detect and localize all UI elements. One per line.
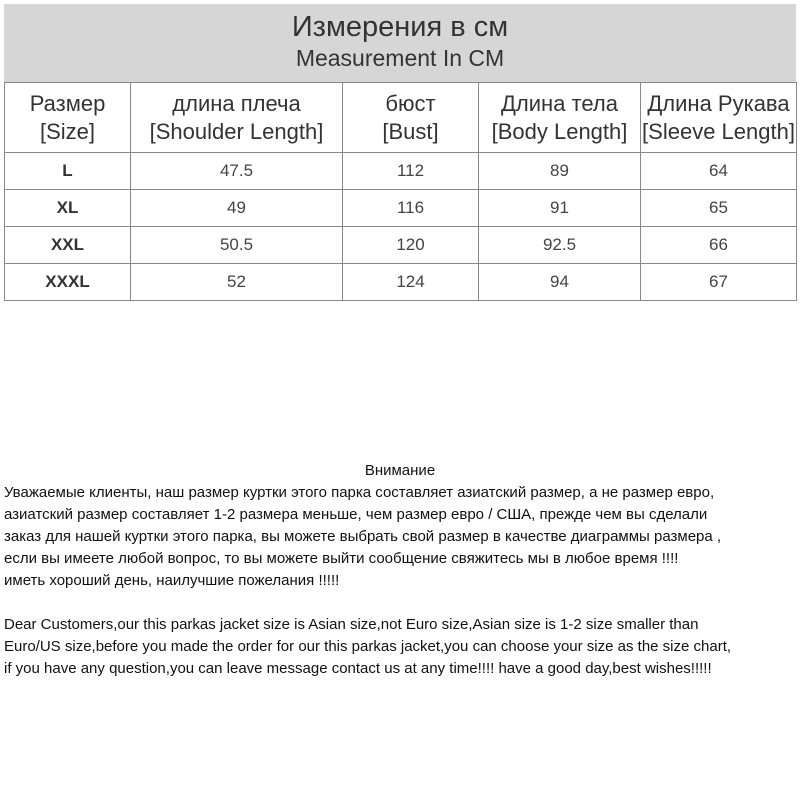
size-cell: XXXL [5,264,131,301]
size-table [4,82,797,301]
sleeve-length-cell: 66 [641,227,797,264]
header-size [5,83,131,153]
sleeve-length-cell: 64 [641,153,797,190]
bust-cell: 124 [343,264,479,301]
notice-title: Внимание [364,462,436,479]
bust-cell: 112 [343,153,479,190]
shoulder-cell: 50.5 [131,227,343,264]
header-bust-en: [Bust] [382,118,439,144]
header-shoulder-ru: длина плеча [172,90,301,116]
table-header-row [5,83,797,153]
notice-english-text: Dear Customers,our this parkas jacket size is Asian size,not Euro size,Asian size is 1-2 size smaller than Euro/US size,before you made the order for our this parkas jacket,you can choose your size as the size chart, if you have any question,you can leave message contact us at any time!!!! have a good day,best wishes!!!!! [4,616,732,677]
title-banner [4,4,796,82]
notice-section [4,460,796,680]
header-sleeve-length [641,83,797,153]
sleeve-length-cell: 67 [641,264,797,301]
shoulder-cell: 52 [131,264,343,301]
shoulder-cell: 49 [131,190,343,227]
title-english: Measurement In CM [295,45,505,71]
header-sleeve-ru: Длина Рукава [647,90,790,116]
table-row [5,264,797,301]
title-russian: Измерения в см [291,11,509,43]
body-length-cell: 94 [479,264,641,301]
body-length-cell: 89 [479,153,641,190]
header-shoulder-length [131,83,343,153]
sleeve-length-cell: 65 [641,190,797,227]
header-size-en: [Size] [39,118,96,144]
header-sleeve-en: [Sleeve Length] [642,118,795,144]
header-bust [343,83,479,153]
size-cell: XXL [5,227,131,264]
body-length-cell: 91 [479,190,641,227]
header-bust-ru: бюст [385,90,436,116]
table-row [5,153,797,190]
header-body-ru: Длина тела [501,90,618,116]
header-body-en: [Body Length] [491,118,628,144]
body-length-cell: 92.5 [479,227,641,264]
notice-russian-text: Уважаемые клиенты, наш размер куртки этого парка составляет азиатский размер, а не размер евро, азиатский размер составляет 1-2 размера меньше, чем размер евро / США, прежде чем вы сделали заказ для нашей куртки этого парка, вы можете выбрать свой размер в качестве диаграммы размера , если вы имеете любой вопрос, то вы можете выйти сообщение свяжитесь мы в любое время !!!! иметь хороший день, наилучшие пожелания !!!!! [4,484,722,589]
bust-cell: 120 [343,227,479,264]
size-cell: L [5,153,131,190]
header-body-length [479,83,641,153]
table-row [5,227,797,264]
header-size-ru: Размер [29,90,106,116]
table-row [5,190,797,227]
size-cell: XL [5,190,131,227]
bust-cell: 116 [343,190,479,227]
shoulder-cell: 47.5 [131,153,343,190]
header-shoulder-en: [Shoulder Length] [149,118,324,144]
